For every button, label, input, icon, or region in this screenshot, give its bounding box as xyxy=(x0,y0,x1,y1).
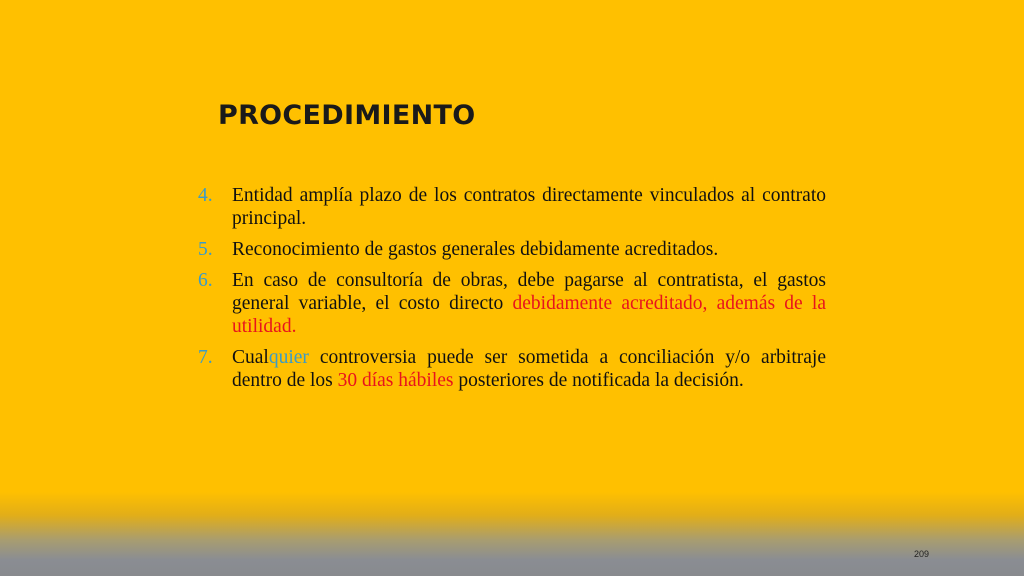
highlighted-text: quier xyxy=(268,347,309,368)
list-number: 6. xyxy=(198,270,213,291)
highlighted-text: 30 días hábiles xyxy=(337,370,454,391)
item-text: Reconocimiento de gastos generales debidamente acreditados. xyxy=(232,239,719,260)
list-item-5 xyxy=(198,238,826,261)
list-item-7 xyxy=(198,346,826,392)
item-text: controversia puede ser sometida a conciliación y/o arbitraje dentro de los xyxy=(232,347,826,391)
list-number: 5. xyxy=(198,239,213,260)
list-item-6 xyxy=(198,269,826,338)
list-number: 4. xyxy=(198,185,213,206)
list-number: 7. xyxy=(198,347,213,368)
item-text: Entidad amplía plazo de los contratos directamente vinculados al contrato principal. xyxy=(232,185,826,229)
slide-title: PROCEDIMIENTO xyxy=(218,100,476,131)
list-item-4 xyxy=(198,184,826,230)
page-number: 209 xyxy=(914,549,930,559)
highlighted-text: debidamente acreditado, además de la utilidad. xyxy=(232,293,827,337)
item-text: En caso de consultoría de obras, debe pagarse al contratista, el gastos general variable, el costo directo xyxy=(232,270,826,314)
item-text: posteriores de notificada la decisión. xyxy=(453,370,744,391)
item-text: Cual xyxy=(232,347,269,368)
procedure-list xyxy=(198,184,826,400)
